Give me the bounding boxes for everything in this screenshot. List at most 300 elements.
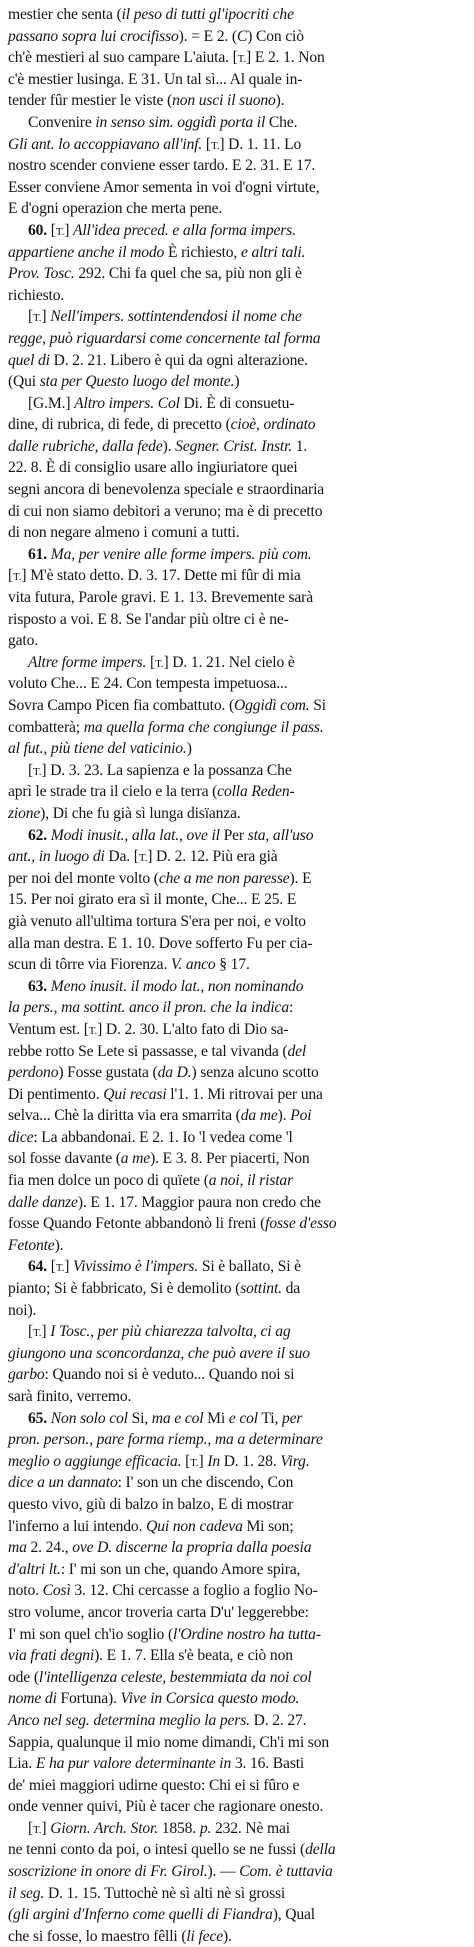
text-segment: T. [155,657,164,670]
text-segment: l'inferno a lui intendo. [8,1517,147,1535]
text-line [8,1883,464,1905]
text-segment: risposto a voi. E 8. Se l'andar più oltre ci è ne- [8,610,289,628]
text-segment: T. [33,1327,42,1340]
text-segment: ), Di che fu già sì lunga disïanza. [40,804,241,822]
text-segment: T. [190,1456,199,1469]
text-segment: passano sopra lui crocifisso [8,27,179,45]
text-segment: ). E 3. 8. Per piacerti, Non [150,1150,310,1168]
text-segment: C [236,27,248,45]
text-segment: Segner. Crist. Instr. [175,437,293,455]
text-segment: ove D. discerne la propria dalla poesia [72,1539,312,1557]
text-segment: che si fosse, lo maestro fêlli ( [8,1927,187,1945]
text-line [8,1472,464,1494]
text-line [8,1688,464,1710]
text-segment: Sappia, qualunque il mio nome dimandi, Ch'i mi son [8,1733,330,1751]
text-segment: il seg. [8,1884,45,1902]
text-segment: di non negare almeno i comuni a tutti. [8,524,240,542]
text-segment: fia men dolce un poco di quïete ( [8,1172,209,1190]
text-segment: combatterà; [8,718,84,736]
text-line [8,1408,464,1430]
text-segment: I Tosc., per più chiarezza talvolta, ci ag [50,1323,291,1341]
text-segment: da D. [157,1064,192,1082]
text-line [8,155,464,177]
text-segment: regge, può riguardarsi come concernente tal forma [8,329,321,347]
text-segment: vita futura, Parole gravi. E 1. 13. Brevemente sarà [8,589,313,607]
text-segment: Oggidì com. [234,697,310,714]
text-segment: pianto; Si è fabbricato, Si è demolito ( [8,1280,241,1298]
text-segment: T. [33,312,42,325]
text-segment: Qui non cadeva [146,1517,243,1535]
text-line [8,954,464,976]
text-segment: E ha pur valore determinante in [35,1755,232,1773]
text-segment: aprì le strade tra il cielo e la terra ( [8,783,218,801]
text-segment: per noi del monte volto ( [8,869,159,887]
text-segment: Fortuna). [56,1690,121,1708]
text-line [8,781,464,803]
text-line [8,1753,464,1775]
text-segment: T. [55,225,65,238]
text-segment: ). E 1. 17. Maggior paura non credo che [77,1193,321,1211]
text-segment: rebbe rotto Se Lete si passasse, e tal vivanda ( [8,1042,288,1060]
text-segment: dalle rubriche, dalla fede [8,437,163,455]
text-segment: ] [41,1819,51,1837]
text-segment: 61. [28,545,48,563]
text-segment: la pers., ma sottint. anco il pron. che la indica [8,999,289,1017]
text-segment: : I' mi son un che, quando Amore spira, [60,1560,301,1578]
text-segment: Modi inusit., alla lat., ove il [50,826,220,844]
text-segment: All'idea preced. e alla forma impers. [73,221,296,239]
text-segment: soscrizione in onore di Fr. Girol. [8,1863,208,1881]
text-line [8,1148,464,1170]
text-line [8,393,464,415]
text-segment: Anco nel seg. determina meglio la pers. [8,1711,250,1729]
text-segment: colla Reden- [217,783,295,801]
text-segment: e altri tali. [240,243,306,261]
text-segment: ] [41,1323,51,1341]
text-segment: [ [146,653,156,671]
text-segment: T. [55,1262,65,1275]
text-segment: sta, all'uso [247,826,314,844]
text-segment: Vivissimo è l'impers. [73,1258,199,1276]
text-segment: Da. [ [104,848,139,866]
text-line [8,134,464,156]
text-segment: d'altri lt. [8,1560,61,1578]
text-line [8,1062,464,1084]
text-line [8,1386,464,1408]
text-segment: ] M'è stato detto. D. 3. 17. Dette mi fûr di mia [21,567,301,585]
text-segment: D. 2. 21. Libero è qui da ogni alterazione. [49,351,308,369]
text-segment: Di pentimento. [8,1085,104,1103]
text-line [8,1041,464,1063]
text-segment: Ma, per venire alle forme impers. più com. [50,545,312,563]
text-segment: [ [8,567,14,585]
text-line [8,1451,464,1473]
text-segment: Che. [265,113,298,131]
text-segment: Mi son; [242,1517,294,1535]
text-segment: 60. [28,221,48,239]
text-line [8,911,464,933]
text-line [8,47,464,69]
text-segment: ). E [289,869,312,887]
text-line [8,479,464,501]
text-segment: gli argini d'Inferno come quelli di Fiandra [13,1906,273,1924]
text-segment: ] E 2. 1. Non [246,49,325,67]
text-segment: ). [54,1236,64,1254]
text-segment: E d'ogni operazion che merta pene. [8,200,223,218]
text-line [8,26,464,48]
text-line [8,90,464,112]
text-line [8,1429,464,1451]
text-line [8,4,464,26]
text-line [8,1559,464,1581]
text-segment: ] D. 2. 12. Più era già [147,848,278,866]
text-segment: 3. 12. Chi cercasse a foglio a foglio No- [70,1582,318,1600]
text-segment: Mi [203,1409,229,1427]
text-segment: li fece [186,1927,223,1945]
text-line [8,630,464,652]
text-segment: giungono una sconcordanza, che può avere il suo [8,1344,310,1362]
text-segment: dine, di rubrica, di fede, di precetto ( [8,416,231,434]
text-segment: 15. Per noi girato era sì il monte, Che... E 25. E [8,891,297,909]
text-segment: sta per Questo luogo del monte. [39,373,235,391]
text-segment: della [305,1841,336,1859]
text-line [8,198,464,220]
text-line [8,328,464,350]
text-segment: D. 2. 27. [249,1711,307,1729]
text-segment: 3. 16. Basti [231,1755,305,1773]
text-segment: scun di tôrre via Fiorenza. [8,956,171,974]
text-segment: dalle danze [8,1193,78,1211]
text-line [8,1516,464,1538]
text-segment: [ [28,1819,34,1837]
text-line [8,1105,464,1127]
text-line [8,1624,464,1646]
text-segment: 22. 8. È di consiglio usare allo ingiuriatore quei [8,459,298,477]
text-segment: Qui recasi [103,1085,167,1103]
text-segment: p. [199,1819,212,1837]
text-segment: a me [120,1150,151,1168]
text-line [8,263,464,285]
text-line [8,112,464,134]
text-segment: a noi, il ristar [208,1172,293,1190]
text-line [8,846,464,868]
text-segment: ] [198,1452,208,1470]
text-segment: Si è ballato, Si è [198,1258,301,1276]
text-line [8,306,464,328]
text-segment: I' mi son quel ch'io soglio ( [8,1625,173,1643]
text-segment: ), Qual [272,1906,315,1924]
text-segment: da [281,1280,301,1298]
text-segment: voluto Che... E 24. Con tempesta impetuosa... [8,675,288,693]
text-segment: T. [138,852,148,865]
text-segment: Virg. [280,1452,310,1470]
text-segment: nostro scender conviene esser tardo. E 2. 31. E 17. [8,157,316,175]
text-segment: [ [47,221,56,239]
text-line [8,544,464,566]
text-line [8,436,464,458]
text-line [8,1796,464,1818]
text-segment: ( [8,1906,14,1924]
text-line [8,1019,464,1041]
text-segment: V. anco [170,956,216,974]
text-segment: 1. [292,437,308,455]
text-segment: Non solo col [50,1409,128,1427]
text-segment: ne tenni conto da poi, o intesi quello se ne fussi ( [8,1841,306,1859]
text-segment: ] D. 3. 23. La sapienza e la possanza Che [41,761,292,779]
text-segment: de' miei maggiori udirne questo: Chi ei si fûro e [8,1776,300,1794]
text-segment: 2. 24., [26,1539,73,1557]
text-line [8,997,464,1019]
text-segment: ] [64,1258,73,1276]
text-segment: garbo [8,1366,45,1384]
text-segment: È richiesto, [164,243,241,261]
text-line [8,1213,464,1235]
text-segment: ). [277,1107,291,1125]
text-line [8,285,464,307]
text-segment: fosse Quando Fetonte abbandonò li freni ( [8,1215,266,1233]
text-segment: ma e col [151,1409,204,1427]
text-line [8,1127,464,1149]
text-segment: ] D. 1. 11. Lo [219,135,302,153]
text-line [8,1861,464,1883]
text-line [8,673,464,695]
text-segment: Vive in Corsica questo modo. [120,1690,300,1708]
text-segment: T. [88,1024,98,1037]
text-segment: e col [228,1409,258,1427]
text-segment: 292. Chi fa quel che sa, più non gli è [74,265,302,283]
text-segment: questo vivo, giù di balzo in balzo, E di mostrar [8,1495,294,1513]
text-segment: c'è mestier lusinga. E 31. Un tal sì... Al quale in- [8,70,303,88]
text-segment: Gli ant. lo accoppiavano all'inf. [8,135,203,153]
text-segment: [ [28,761,34,779]
text-segment: ). [223,1927,232,1945]
text-segment: 232. Nè mai [211,1819,290,1837]
text-segment: ) Fosse gustata ( [58,1064,158,1082]
text-segment: T. [33,1823,42,1836]
text-segment: Com. è tuttavia [239,1863,333,1881]
text-segment: 65. [28,1409,48,1427]
text-segment: ) [186,740,192,758]
text-segment: [ [28,1323,34,1341]
text-segment: sarà finito, verremo. [8,1388,132,1405]
text-segment: cioè, ordinato [230,416,316,434]
text-segment: tender fûr mestier le viste ( [8,92,173,110]
text-segment: mestier che senta ( [8,6,122,23]
text-segment: 64. [28,1258,48,1276]
text-segment: dice [8,1128,34,1146]
text-line [8,587,464,609]
text-segment: ] D. 1. 21. Nel cielo è [163,653,295,671]
text-segment: alla man destra. E 1. 10. Dove sofferto Fu per cia- [8,934,313,952]
text-segment: Meno inusit. il modo lat., non nominando [50,977,304,995]
text-segment: ). [275,92,285,110]
text-segment: in senso sim. oggidì porta il [95,113,266,131]
text-segment: [G.M.] [28,394,75,412]
text-line [8,1818,464,1840]
text-segment: ) Con ciò [247,27,304,45]
text-segment: richiesto. [8,286,65,304]
text-segment: Si [309,697,326,714]
text-segment: ). E 1. 7. Ella s'è beata, e ciò non [94,1647,293,1665]
text-segment: di cui non siamo debitori a veruno; ma è di precetto [8,502,323,520]
text-segment: l'1. 1. Mi ritrovai per una [166,1085,323,1103]
text-segment: ] D. 2. 30. L'alto fato di Dio sa- [97,1020,289,1038]
text-segment: nome di [8,1690,57,1708]
text-segment: Di. È di consuetu- [179,394,295,412]
text-segment: [ [47,1258,56,1276]
text-line [8,1192,464,1214]
text-segment: ). — [207,1863,240,1881]
text-segment: noto. [8,1582,43,1600]
text-segment: segni ancora di benevolenza speciale e straordinaria [8,481,325,499]
text-segment: appartiene anche il modo [8,243,165,261]
text-line [8,1710,464,1732]
text-line [8,1300,464,1322]
text-line [8,177,464,199]
text-line [8,1645,464,1667]
text-segment: meglio o aggiunge efficacia. [8,1452,182,1470]
text-segment: l'Ordine nostro ha tutta- [173,1625,321,1643]
text-segment: sottint. [240,1280,282,1298]
text-segment: l'intelligenza celeste, bestemmiata da noi col [38,1668,312,1686]
text-line [8,350,464,372]
text-segment: quel di [8,351,50,369]
text-line [8,1364,464,1386]
text-line [8,457,464,479]
text-segment: Convenire [28,113,96,131]
text-segment: del [287,1042,307,1060]
text-line [8,1278,464,1300]
text-line [8,803,464,825]
text-line [8,1926,464,1947]
text-line [8,1580,464,1602]
text-segment: Lia. [8,1755,36,1773]
text-line [8,1904,464,1926]
text-segment: ] [64,221,73,239]
text-segment: al fut., più tiene del vaticinio. [8,740,187,758]
text-line [8,1667,464,1689]
text-line [8,1084,464,1106]
text-segment: Per [219,826,248,844]
text-segment: D. 1. 28. [220,1452,281,1470]
text-segment: ). = E 2. ( [178,27,237,45]
text-line [8,652,464,674]
text-line [8,868,464,890]
text-segment: (Qui [8,373,40,391]
text-segment: Ventum est. [ [8,1020,89,1038]
text-segment: zione [8,804,41,822]
text-segment: 1858. [157,1819,200,1837]
text-segment: Altre forme impers. [28,653,147,671]
text-segment: [ [202,135,211,153]
text-line [8,1839,464,1861]
text-line [8,1235,464,1257]
text-line [8,1732,464,1754]
text-segment: selva... Chè la diritta via era smarrita ( [8,1107,241,1125]
text-segment: 63. [28,977,48,995]
text-line [8,1343,464,1365]
text-segment: [ [181,1452,191,1470]
text-line [8,609,464,631]
text-line [8,565,464,587]
text-segment: il peso di tutti gl'ipocriti che [121,6,294,23]
text-segment: : I' son un che discendo, Con [117,1474,294,1492]
text-segment: Sovra Campo Picen fia combattuto. ( [8,697,235,714]
text-segment: ) [234,373,240,391]
text-segment: sol fosse davante ( [8,1150,121,1168]
text-segment: gato. [8,632,38,650]
text-segment: non usci il suono [172,92,276,110]
text-segment: : La abbandonai. E 2. 1. Io 'l vedea come 'l [33,1128,293,1146]
text-segment: noi). [8,1301,37,1319]
text-segment: Fetonte [8,1236,55,1254]
text-line [8,760,464,782]
text-segment: T. [237,53,247,66]
text-segment: ma quella forma che congiunge il pass. [83,718,324,736]
text-line [8,220,464,242]
text-segment: per [281,1409,303,1427]
text-segment: che a me non paresse [158,869,290,887]
text-segment: Esser conviene Amor sementa in voi d'ogni virtute, [8,178,320,196]
text-line [8,371,464,393]
text-line [8,695,464,717]
text-segment: Altro impers. Col [74,394,180,412]
text-segment: T. [210,139,220,152]
text-line [8,242,464,264]
text-segment: 62. [28,826,48,844]
text-segment: Prov. Tosc. [8,265,75,283]
text-segment: In [207,1452,221,1470]
text-line [8,1537,464,1559]
text-segment: ode ( [8,1668,39,1686]
text-line [8,825,464,847]
text-segment: D. 1. 15. Tuttochè nè sì alti nè sì grossi [44,1884,286,1902]
text-line [8,1494,464,1516]
text-segment: : [288,999,294,1017]
text-segment: Si, [127,1409,152,1427]
text-segment: pron. person., pare forma riemp., ma a determinare [8,1431,323,1449]
text-segment: stro volume, ancor troveria carta D'u' leggerebbe: [8,1603,309,1621]
text-line [8,1321,464,1343]
text-line [8,976,464,998]
text-segment: perdono [8,1064,59,1082]
text-segment: : Quando noi si è veduto... Quando noi si [44,1366,295,1384]
text-line [8,69,464,91]
text-segment: Così [42,1582,71,1600]
text-segment: ch'è mestieri al suo campare L'aiuta. [ [8,49,238,67]
text-segment: Giorn. Arch. Stor. [50,1819,158,1837]
text-segment: T. [13,571,22,584]
text-segment: onde venner quivi, Più è tacer che ragionare onesto. [8,1798,324,1816]
text-segment: ). [162,437,176,455]
text-segment: fosse d'esso [265,1215,337,1233]
text-segment: ma [8,1539,27,1557]
text-segment: da me [240,1107,278,1125]
text-segment: ) senza alcuno scotto [191,1064,319,1082]
text-segment: § 17. [215,956,250,974]
text-line [8,717,464,739]
text-segment: già venuto all'ultima tortura S'era per noi, e volto [8,912,306,930]
text-line [8,933,464,955]
text-segment: Nell'impers. sottintendendosi il nome che [50,308,302,326]
text-segment: via frati degni [8,1647,95,1665]
text-segment: ant., in luogo di [8,848,105,866]
text-line [8,889,464,911]
text-segment: dice a un dannato [8,1474,118,1492]
text-segment: ] [41,308,51,326]
text-segment: Poi [290,1107,312,1125]
text-segment: Ti, [257,1409,282,1427]
